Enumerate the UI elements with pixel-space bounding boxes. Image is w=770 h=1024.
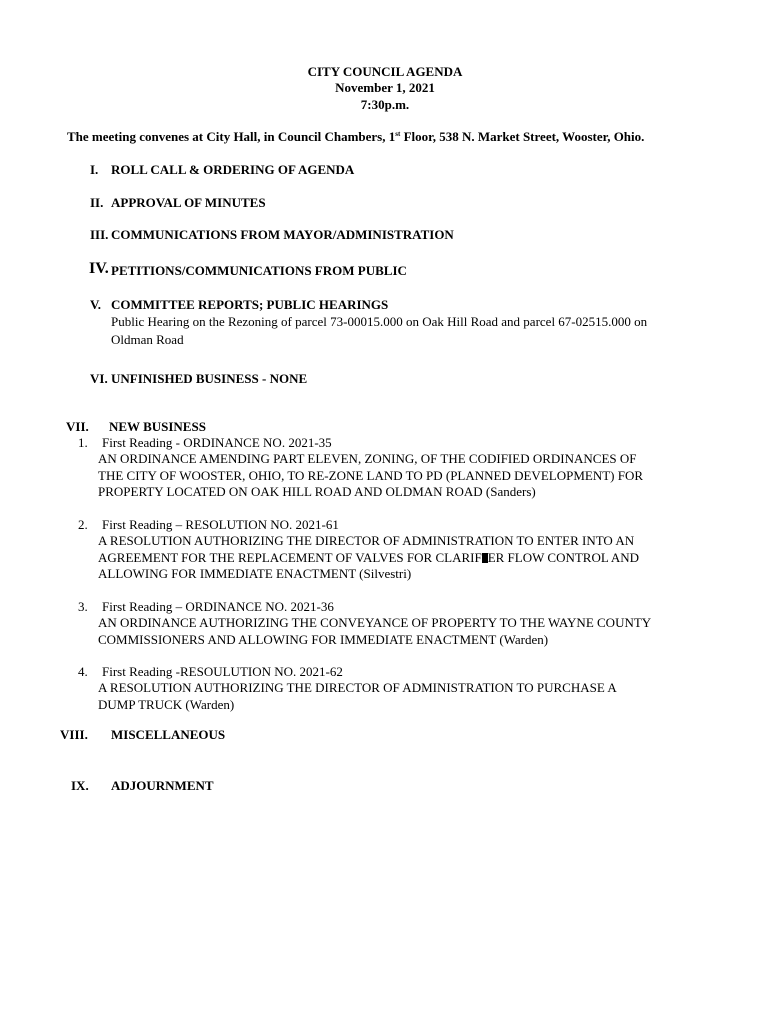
- item-1-heading: First Reading - ORDINANCE NO. 2021-35: [102, 435, 332, 450]
- item-1-line: PROPERTY LOCATED ON OAK HILL ROAD AND OLDMAN ROAD (Sanders): [98, 484, 536, 499]
- section-6-title: UNFINISHED BUSINESS - NONE: [111, 371, 308, 386]
- item-2-heading: First Reading – RESOLUTION NO. 2021-61: [102, 517, 339, 532]
- section-1-title: ROLL CALL & ORDERING OF AGENDA: [111, 162, 355, 177]
- public-hearing-line-2: Oldman Road: [111, 332, 184, 347]
- section-2-num: II.: [90, 195, 104, 210]
- item-3-line: COMMISSIONERS AND ALLOWING FOR IMMEDIATE ENACTMENT (Warden): [98, 631, 549, 647]
- item-2-body: [98, 533, 639, 583]
- item-2-num: 2.: [78, 517, 88, 532]
- agenda-date: November 1, 2021: [335, 80, 435, 95]
- section-1-num: I.: [90, 162, 99, 177]
- item-3-line: AN ORDINANCE AUTHORIZING THE CONVEYANCE OF PROPERTY TO THE WAYNE COUNTY: [98, 615, 652, 630]
- item-1-line: AN ORDINANCE AMENDING PART ELEVEN, ZONING, OF THE CODIFIED ORDINANCES OF: [98, 451, 637, 466]
- agenda-title: CITY COUNCIL AGENDA: [307, 64, 463, 79]
- section-5-num: V.: [90, 297, 101, 312]
- section-9-title: ADJOURNMENT: [111, 778, 214, 793]
- item-2-line-part-1: AGREEMENT FOR THE REPLACEMENT OF VALVES FOR CLARIF: [98, 549, 482, 565]
- section-4-title: PETITIONS/COMMUNICATIONS FROM PUBLIC: [111, 263, 407, 278]
- item-1-num: 1.: [78, 435, 88, 450]
- section-6-num: VI.: [90, 371, 108, 386]
- location-text-2: Floor, 538 N. Market Street, Wooster, Ohio.: [400, 129, 645, 144]
- item-1-body: [98, 451, 643, 501]
- item-4-line: A RESOLUTION AUTHORIZING THE DIRECTOR OF ADMINISTRATION TO PURCHASE A: [98, 680, 617, 695]
- section-9-num: IX.: [71, 778, 89, 793]
- section-8-title: MISCELLANEOUS: [111, 727, 226, 742]
- section-5-title: COMMITTEE REPORTS; PUBLIC HEARINGS: [111, 297, 389, 312]
- item-3-num: 3.: [78, 599, 88, 614]
- section-8-num: VIII.: [60, 727, 88, 742]
- item-4-line: DUMP TRUCK (Warden): [98, 696, 235, 712]
- item-2-line: [98, 550, 639, 567]
- item-2-line-part-2: ER FLOW CONTROL AND: [487, 549, 639, 565]
- item-1-line: THE CITY OF WOOSTER, OHIO, TO RE-ZONE LAND TO PD (PLANNED DEVELOPMENT) FOR: [98, 467, 644, 483]
- public-hearing-line-1: Public Hearing on the Rezoning of parcel 73-00015.000 on Oak Hill Road and parcel 67-02515.000 on: [111, 314, 648, 329]
- item-3-heading: First Reading – ORDINANCE NO. 2021-36: [102, 599, 334, 614]
- meeting-location: [67, 129, 644, 145]
- location-ordinal-sup: st: [395, 130, 401, 138]
- item-4-num: 4.: [78, 664, 88, 679]
- item-4-heading: First Reading -RESOULUTION NO. 2021-62: [102, 664, 343, 679]
- item-3-body: [98, 615, 651, 648]
- section-7-num: VII.: [66, 419, 89, 434]
- agenda-time: 7:30p.m.: [360, 97, 410, 112]
- section-3-num: III.: [90, 227, 109, 242]
- item-4-body: [98, 680, 617, 713]
- item-2-line: ALLOWING FOR IMMEDIATE ENACTMENT (Silvestri): [98, 566, 412, 581]
- location-text-1: The meeting convenes at City Hall, in Council Chambers, 1: [67, 129, 396, 144]
- section-7-title: NEW BUSINESS: [109, 419, 206, 434]
- item-2-line: A RESOLUTION AUTHORIZING THE DIRECTOR OF ADMINISTRATION TO ENTER INTO AN: [98, 533, 635, 548]
- section-2-title: APPROVAL OF MINUTES: [111, 195, 266, 210]
- section-3-title: COMMUNICATIONS FROM MAYOR/ADMINISTRATION: [111, 227, 454, 242]
- section-4-num: IV.: [89, 260, 109, 277]
